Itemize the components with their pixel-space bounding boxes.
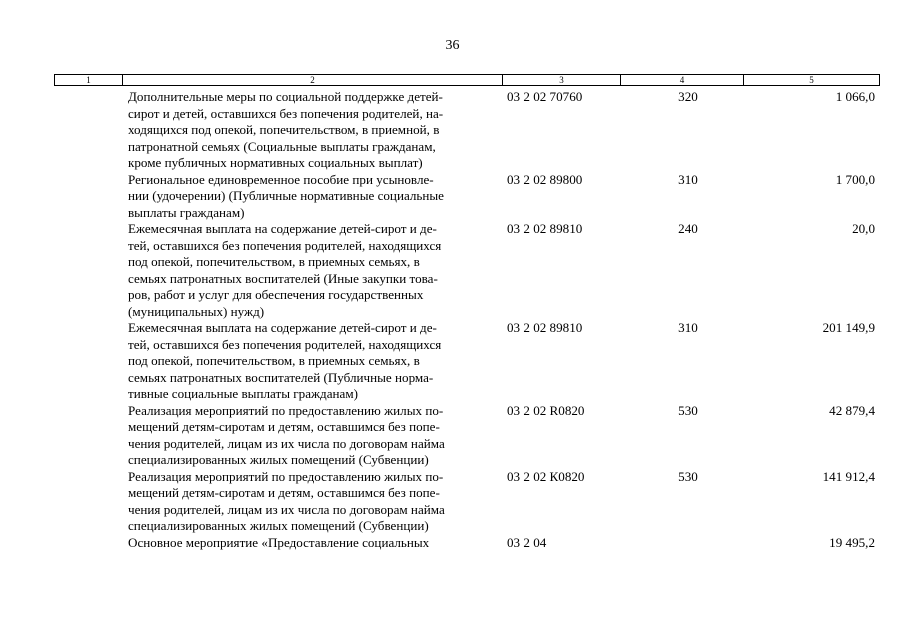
- description-line: Ежемесячная выплата на содержание детей-сирот и де-: [128, 320, 437, 335]
- description-line: под опекой, попечительством, в приемных семьях, в: [128, 353, 420, 368]
- row-amount: 201 149,9: [822, 320, 875, 335]
- description-line: чения родителей, лицам из их числа по договорам найма: [128, 501, 445, 517]
- row-type: 530: [678, 468, 698, 484]
- row-code: 03 2 02 89810: [507, 221, 583, 236]
- description-line: Реализация мероприятий по предоставлению жилых по-: [128, 402, 444, 418]
- row-code: 03 2 02 R0820: [507, 402, 585, 418]
- row-description: [128, 221, 500, 320]
- row-amount: 1 066,0: [835, 89, 875, 104]
- description-line: мещений детям-сиротам и детям, оставшимся без попе-: [128, 419, 440, 434]
- description-line: мещений детям-сиротам и детям, оставшимся без попе-: [128, 485, 440, 500]
- table-row: [54, 221, 880, 320]
- header-col-2: 2: [123, 75, 503, 85]
- table-row: [54, 320, 880, 403]
- description-line: семьях патронатных воспитателей (Иные закупки това-: [128, 270, 438, 286]
- description-line: сирот и детей, оставшихся без попечения родителей, на-: [128, 105, 444, 121]
- table-header-row: [54, 74, 880, 86]
- description-line: ходящихся под опекой, попечительством, в приемной, в: [128, 122, 440, 137]
- row-type: 530: [678, 402, 698, 418]
- header-col-4: 4: [621, 75, 744, 85]
- row-description: [128, 172, 500, 222]
- row-description: [128, 320, 500, 403]
- row-amount: 141 912,4: [822, 468, 875, 484]
- row-type: 310: [678, 171, 698, 187]
- row-number-cell: [54, 535, 128, 552]
- table-row: [54, 403, 880, 469]
- row-amount: 19 495,2: [829, 534, 875, 550]
- row-description: [128, 535, 500, 552]
- page-number: 36: [445, 38, 460, 53]
- table-row: [54, 535, 880, 552]
- row-description: [128, 89, 500, 172]
- description-line: специализированных жилых помещений (Субвенции): [128, 518, 429, 533]
- description-line: Ежемесячная выплата на содержание детей-сирот и де-: [128, 221, 437, 236]
- description-line: патронатной семьях (Социальные выплаты гражданам,: [128, 138, 436, 154]
- header-col-1: 1: [55, 75, 123, 85]
- row-code: 03 2 02 К0820: [507, 468, 585, 484]
- description-line: Основное мероприятие «Предоставление социальных: [128, 534, 430, 550]
- row-amount: 1 700,0: [835, 171, 875, 187]
- description-line: Реализация мероприятий по предоставлению жилых по-: [128, 468, 444, 484]
- table-row: [54, 89, 880, 172]
- row-number-cell: [54, 221, 128, 320]
- table-row: [54, 172, 880, 222]
- row-type: 240: [678, 221, 698, 236]
- description-line: семьях патронатных воспитателей (Публичные норма-: [128, 369, 434, 385]
- row-description: [128, 469, 500, 535]
- description-line: специализированных жилых помещений (Субвенции): [128, 452, 429, 467]
- table-body: [54, 89, 880, 551]
- header-col-3: 3: [503, 75, 621, 85]
- row-number-cell: [54, 320, 128, 403]
- row-code: 03 2 02 89810: [507, 320, 583, 335]
- header-col-5: 5: [809, 75, 814, 85]
- row-number-cell: [54, 469, 128, 535]
- row-code: 03 2 04: [507, 534, 547, 550]
- row-number-cell: [54, 172, 128, 222]
- row-type: 310: [678, 320, 698, 335]
- description-line: (муниципальных) нужд): [128, 303, 265, 319]
- row-code: 03 2 02 70760: [507, 89, 583, 104]
- description-line: под опекой, попечительством, в приемных семьях, в: [128, 254, 420, 269]
- description-line: Дополнительные меры по социальной поддержке детей-: [128, 89, 443, 104]
- description-line: тивные социальные выплаты гражданам): [128, 386, 358, 401]
- row-number-cell: [54, 403, 128, 469]
- row-code: 03 2 02 89800: [507, 171, 583, 187]
- description-line: выплаты гражданам): [128, 204, 245, 220]
- description-line: тей, оставшихся без попечения родителей, находящихся: [128, 237, 442, 253]
- row-description: [128, 403, 500, 469]
- description-line: чения родителей, лицам из их числа по договорам найма: [128, 435, 445, 451]
- description-line: нии (удочерении) (Публичные нормативные социальные: [128, 188, 444, 203]
- table-row: [54, 469, 880, 535]
- row-amount: 42 879,4: [829, 402, 875, 418]
- description-line: кроме публичных нормативных социальных выплат): [128, 155, 423, 170]
- row-number-cell: [54, 89, 128, 172]
- row-type: 320: [678, 89, 698, 104]
- row-amount: 20,0: [852, 221, 875, 236]
- row-type: [619, 535, 757, 552]
- description-line: Региональное единовременное пособие при усыновле-: [128, 171, 434, 187]
- description-line: тей, оставшихся без попечения родителей, находящихся: [128, 336, 442, 352]
- description-line: ров, работ и услуг для обеспечения государственных: [128, 287, 424, 302]
